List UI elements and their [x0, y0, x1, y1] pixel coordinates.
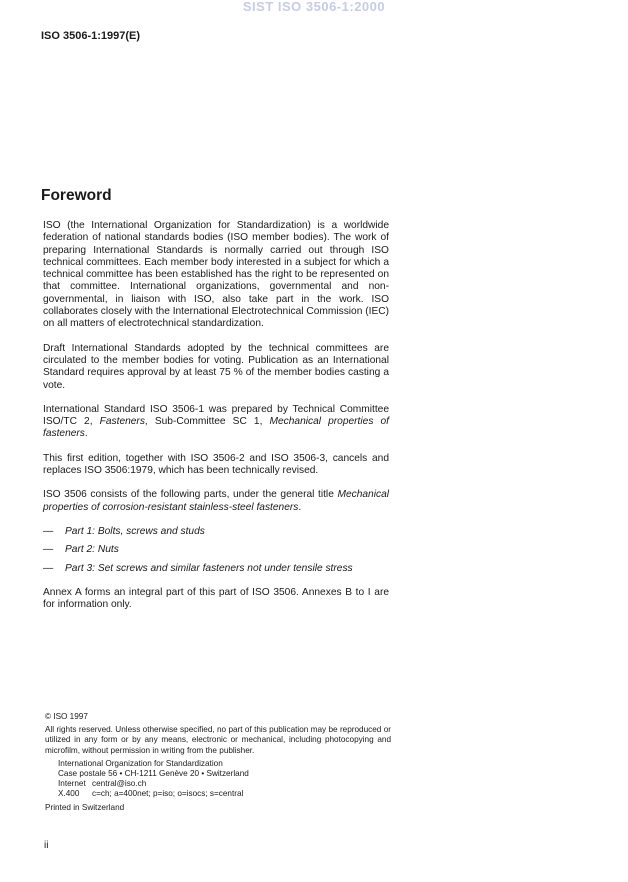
internet-value: central@iso.ch [92, 779, 147, 789]
publisher-address [58, 759, 391, 800]
internet-label: Internet [58, 779, 86, 789]
list-item-label: Part 1: Bolts, screws and studs [65, 525, 205, 537]
x400-value: c=ch; a=400net; p=iso; o=isocs; s=central [92, 789, 244, 799]
preparation-end: . [84, 428, 88, 440]
paragraph-parts-intro [43, 489, 389, 514]
x400-label: X.400 [58, 789, 80, 799]
paragraph-draft-standards: Draft International Standards adopted by the technical committees are circulated to the member bodies for voting. Publication as an International Standard requires approval by at least 75 % of the member bodies casting a vote. [43, 342, 389, 391]
copyright-line: © ISO 1997 [45, 712, 88, 721]
list-item [43, 563, 389, 575]
list-item [43, 544, 389, 556]
list-dash: — [43, 544, 54, 556]
foreword-body [43, 220, 389, 623]
organization-name: International Organization for Standardization [58, 758, 223, 768]
page-title: Foreword [41, 187, 112, 204]
copyright-block [45, 712, 391, 813]
list-item [43, 526, 389, 538]
list-dash: — [43, 562, 54, 574]
page-number: ii [44, 840, 49, 851]
x400-row [58, 789, 391, 799]
printed-in: Printed in Switzerland [45, 802, 125, 812]
paragraph-organization: ISO (the International Organization for Standardization) is a worldwide federation of national standards bodies (ISO member bodies). The work of preparing International Standards is normally carried out through ISO technical committees. Each member body interested in a subject for which a technical committee has been established has the right to be represented on that committee. International organizations, governmental and non-governmental, in liaison with ISO, also take part in the work. ISO collaborates closely with the International Electrotechnical Commission (IEC) on all matters of electrotechnical standardization. [43, 220, 389, 330]
watermark-text: SIST ISO 3506-1:2000 [242, 0, 386, 14]
sub-committee-name: Mechanical properties of fasteners [43, 416, 389, 440]
parts-intro-end: . [298, 501, 302, 513]
postal-address: Case postale 56 • CH-1211 Genève 20 • Switzerland [58, 769, 249, 779]
preparation-mid: , Sub-Committee SC 1, [144, 416, 270, 428]
copyright-notice: All rights reserved. Unless otherwise specified, no part of this publication may be reproduced or utilized in any form or by any means, electronic or mechanical, including photocopying and microfilm, without permission in writing from the publisher. [45, 725, 391, 755]
parts-intro-prefix: ISO 3506 consists of the following parts, under the general title [43, 489, 338, 501]
list-item-label: Part 3: Set screws and similar fasteners not under tensile stress [65, 562, 353, 574]
technical-committee-name: Fasteners [99, 416, 145, 428]
paragraph-preparation [43, 404, 389, 441]
preparation-prefix: International Standard ISO 3506-1 was prepared by Technical Committee ISO/TC 2, [43, 403, 389, 428]
paragraph-edition: This first edition, together with ISO 3506-2 and ISO 3506-3, cancels and replaces ISO 3506:1979, which has been technically revised. [43, 452, 389, 477]
internet-row [58, 779, 391, 789]
list-item-label: Part 2: Nuts [65, 544, 119, 556]
general-title: Mechanical properties of corrosion-resistant stainless-steel fasteners [43, 489, 389, 513]
list-dash: — [43, 525, 54, 537]
paragraph-annexes: Annex A forms an integral part of this part of ISO 3506. Annexes B to I are for information only. [43, 586, 389, 611]
document-id: ISO 3506-1:1997(E) [41, 30, 141, 42]
parts-list [43, 526, 389, 575]
